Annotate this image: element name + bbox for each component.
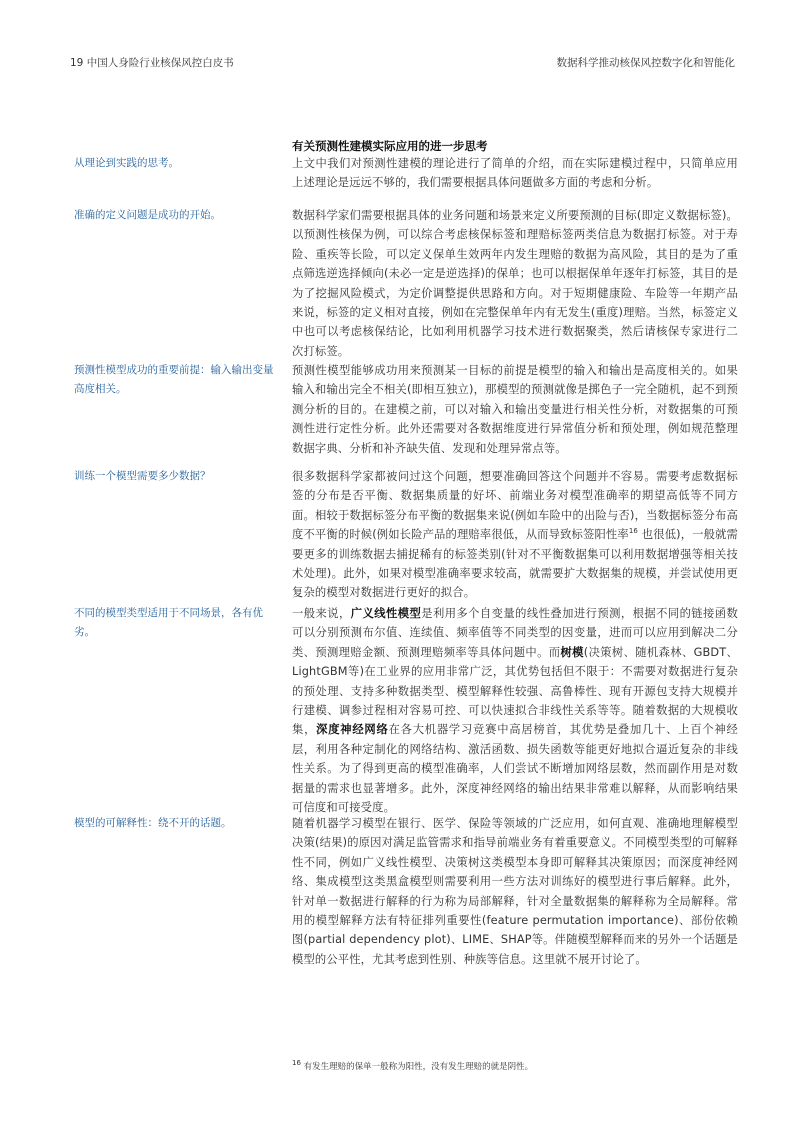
term-glm: 广义线性模型	[350, 607, 422, 620]
model-types-text-1: 一般来说，	[292, 607, 351, 620]
page-header	[70, 55, 735, 71]
section-title: 有关预测性建模实际应用的进一步思考	[292, 139, 488, 153]
header-right-title: 数据科学推动核保风控数字化和智能化	[556, 57, 735, 69]
paragraph-define-problem: 数据科学家们需要根据具体的业务问题和场景来定义所要预测的目标(即定义数据标签)。以预测性核保为例，可以综合考虑核保标签和理赔标签两类信息为数据打标签。对于寿险、重疾等长险，可以定义保单生效两年内发生理赔的数据为高风险，其目的是为了重点筛选逆选择倾向(未必一定是逆选择)的保单；也可以根据保单年逐年打标签，其目的是为了挖掘风险模式，为定价调整提供思路和方向。对于短期健康险、车险等一年期产品来说，标签的定义相对直接，例如在完整保单年内有无发生(重度)理赔。当然，标签定义中也可以考虑核保结论，比如利用机器学习技术进行数据聚类，然后请核保专家进行二次打标签。	[292, 209, 738, 358]
side-note-theory-to-practice: 从理论到实践的思考。	[74, 157, 179, 169]
term-tree-model: 树模	[560, 645, 584, 659]
header-left-title: 19 中国人身险行业核保风控白皮书	[70, 57, 234, 69]
paragraph-model-types	[292, 604, 738, 817]
paragraph-data-amount	[292, 467, 738, 603]
side-note-data-amount: 训练一个模型需要多少数据？	[74, 470, 211, 482]
side-note-model-types: 不同的模型类型适用于不同场景，各有优劣。	[74, 607, 263, 638]
model-types-text-3: (决策树、随机森林、GBDT、LightGBM等)在工业界的应用非常广泛，其优势包括但不限于：不需要对数据进行复杂的预处理、支持多种数据类型、模型解释性较强、高鲁棒性、现有开源包支持大规模并行建模、调参过程相对容易可控、可以快速拟合非线性关系等等。随着数据的大规模收集，	[292, 645, 738, 737]
footnote-text: 有发生理赔的保单一般称为阳性，没有发生理赔的就是阴性。	[300, 1062, 534, 1072]
footnote	[292, 1060, 533, 1072]
side-note-define-problem: 准确的定义问题是成功的开始。	[74, 209, 221, 221]
side-note-interpretability: 模型的可解释性：绕不开的话题。	[74, 817, 232, 829]
model-types-text-4: 在各大机器学习竞赛中高居榜首，其优势是叠加几十、上百个神经层，利用各种定制化的网络结构、激活函数、损失函数等能更好地拟合逼近复杂的非线性关系。为了得到更高的模型准确率，人们尝试不断增加网络层数，然而副作用是对数据量的需求也显著增多。此外，深度神经网络的输出结果非常难以解释，从而影响结果可信度和可接受度。	[292, 723, 738, 815]
footnote-number: 16	[292, 1059, 301, 1068]
term-deep-neural-network: 深度神经网络	[316, 723, 389, 737]
footnote-ref-16: 16	[628, 527, 639, 536]
model-types-text-2: 是利用多个自变量的线性叠加进行预测，根据不同的链接函数可以分别预测布尔值、连续值、频率值等不同类型的因变量，进而可以应用到解决二分类、预测理赔金额、预测理赔频率等具体问题中。而	[292, 607, 738, 659]
side-note-correlation: 预测性模型成功的重要前提：输入输出变量高度相关。	[74, 364, 274, 395]
paragraph-correlation: 预测性模型能够成功用来预测某一目标的前提是模型的输入和输出是高度相关的。如果输入和输出完全不相关(即相互独立)，那模型的预测就像是掷色子一完全随机，起不到预测分析的目的。在建模之前，可以对输入和输出变量进行相关性分析，对数据集的可预测性进行定性分析。此外还需要对各数据维度进行异常值分析和预处理，例如规范整理数据字典、分析和补齐缺失值、发现和处理异常点等。	[292, 364, 738, 455]
paragraph-interpretability: 随着机器学习模型在银行、医学、保险等领域的广泛应用，如何直观、准确地理解模型决策(结果)的原因对满足监管需求和指导前端业务有着重要意义。不同模型类型的可解释性不同，例如广义线性模型、决策树这类模型本身即可解释其决策原因；而深度神经网络、集成模型这类黑盒模型则需要利用一些方法对训练好的模型进行事后解释。此外，针对单一数据进行解释的行为称为局部解释，针对全量数据集的解释称为全局解释。常用的模型解释方法有特征排列重要性(feature permutation importance)、部份依赖图(partial dependency plot)、LIME、SHAP等。伴随模型解释而来的另外一个话题是模型的公平性，尤其考虑到性别、种族等信息。这里就不展开讨论了。	[292, 817, 738, 966]
paragraph-data-amount-part-a: 很多数据科学家都被问过这个问题，想要准确回答这个问题并不容易。需要考虑数据标签的分布是否平衡、数据集质量的好坏、前端业务对模型准确率的期望高低等不同方面。相较于数据标签分布平衡的数据集来说(例如车险中的出险与否)，当数据标签分布高度不平衡的时候(例如长险产品的理赔率很低，从而导致标签阳性率	[292, 470, 738, 542]
paragraph-intro: 上文中我们对预测性建模的理论进行了简单的介绍，而在实际建模过程中，只简单应用上述理论是远远不够的，我们需要根据具体问题做多方面的考虑和分析。	[292, 157, 738, 190]
paragraph-data-amount-part-b: 也很低)，一般就需要更多的训练数据去捕捉稀有的标签类别(针对不平衡数据集可以利用数据增强等相关技术处理)。此外，如果对模型准确率要求较高，就需要扩大数据集的规模，并尝试使用更复杂的模型对数据进行更好的拟合。	[292, 528, 738, 600]
